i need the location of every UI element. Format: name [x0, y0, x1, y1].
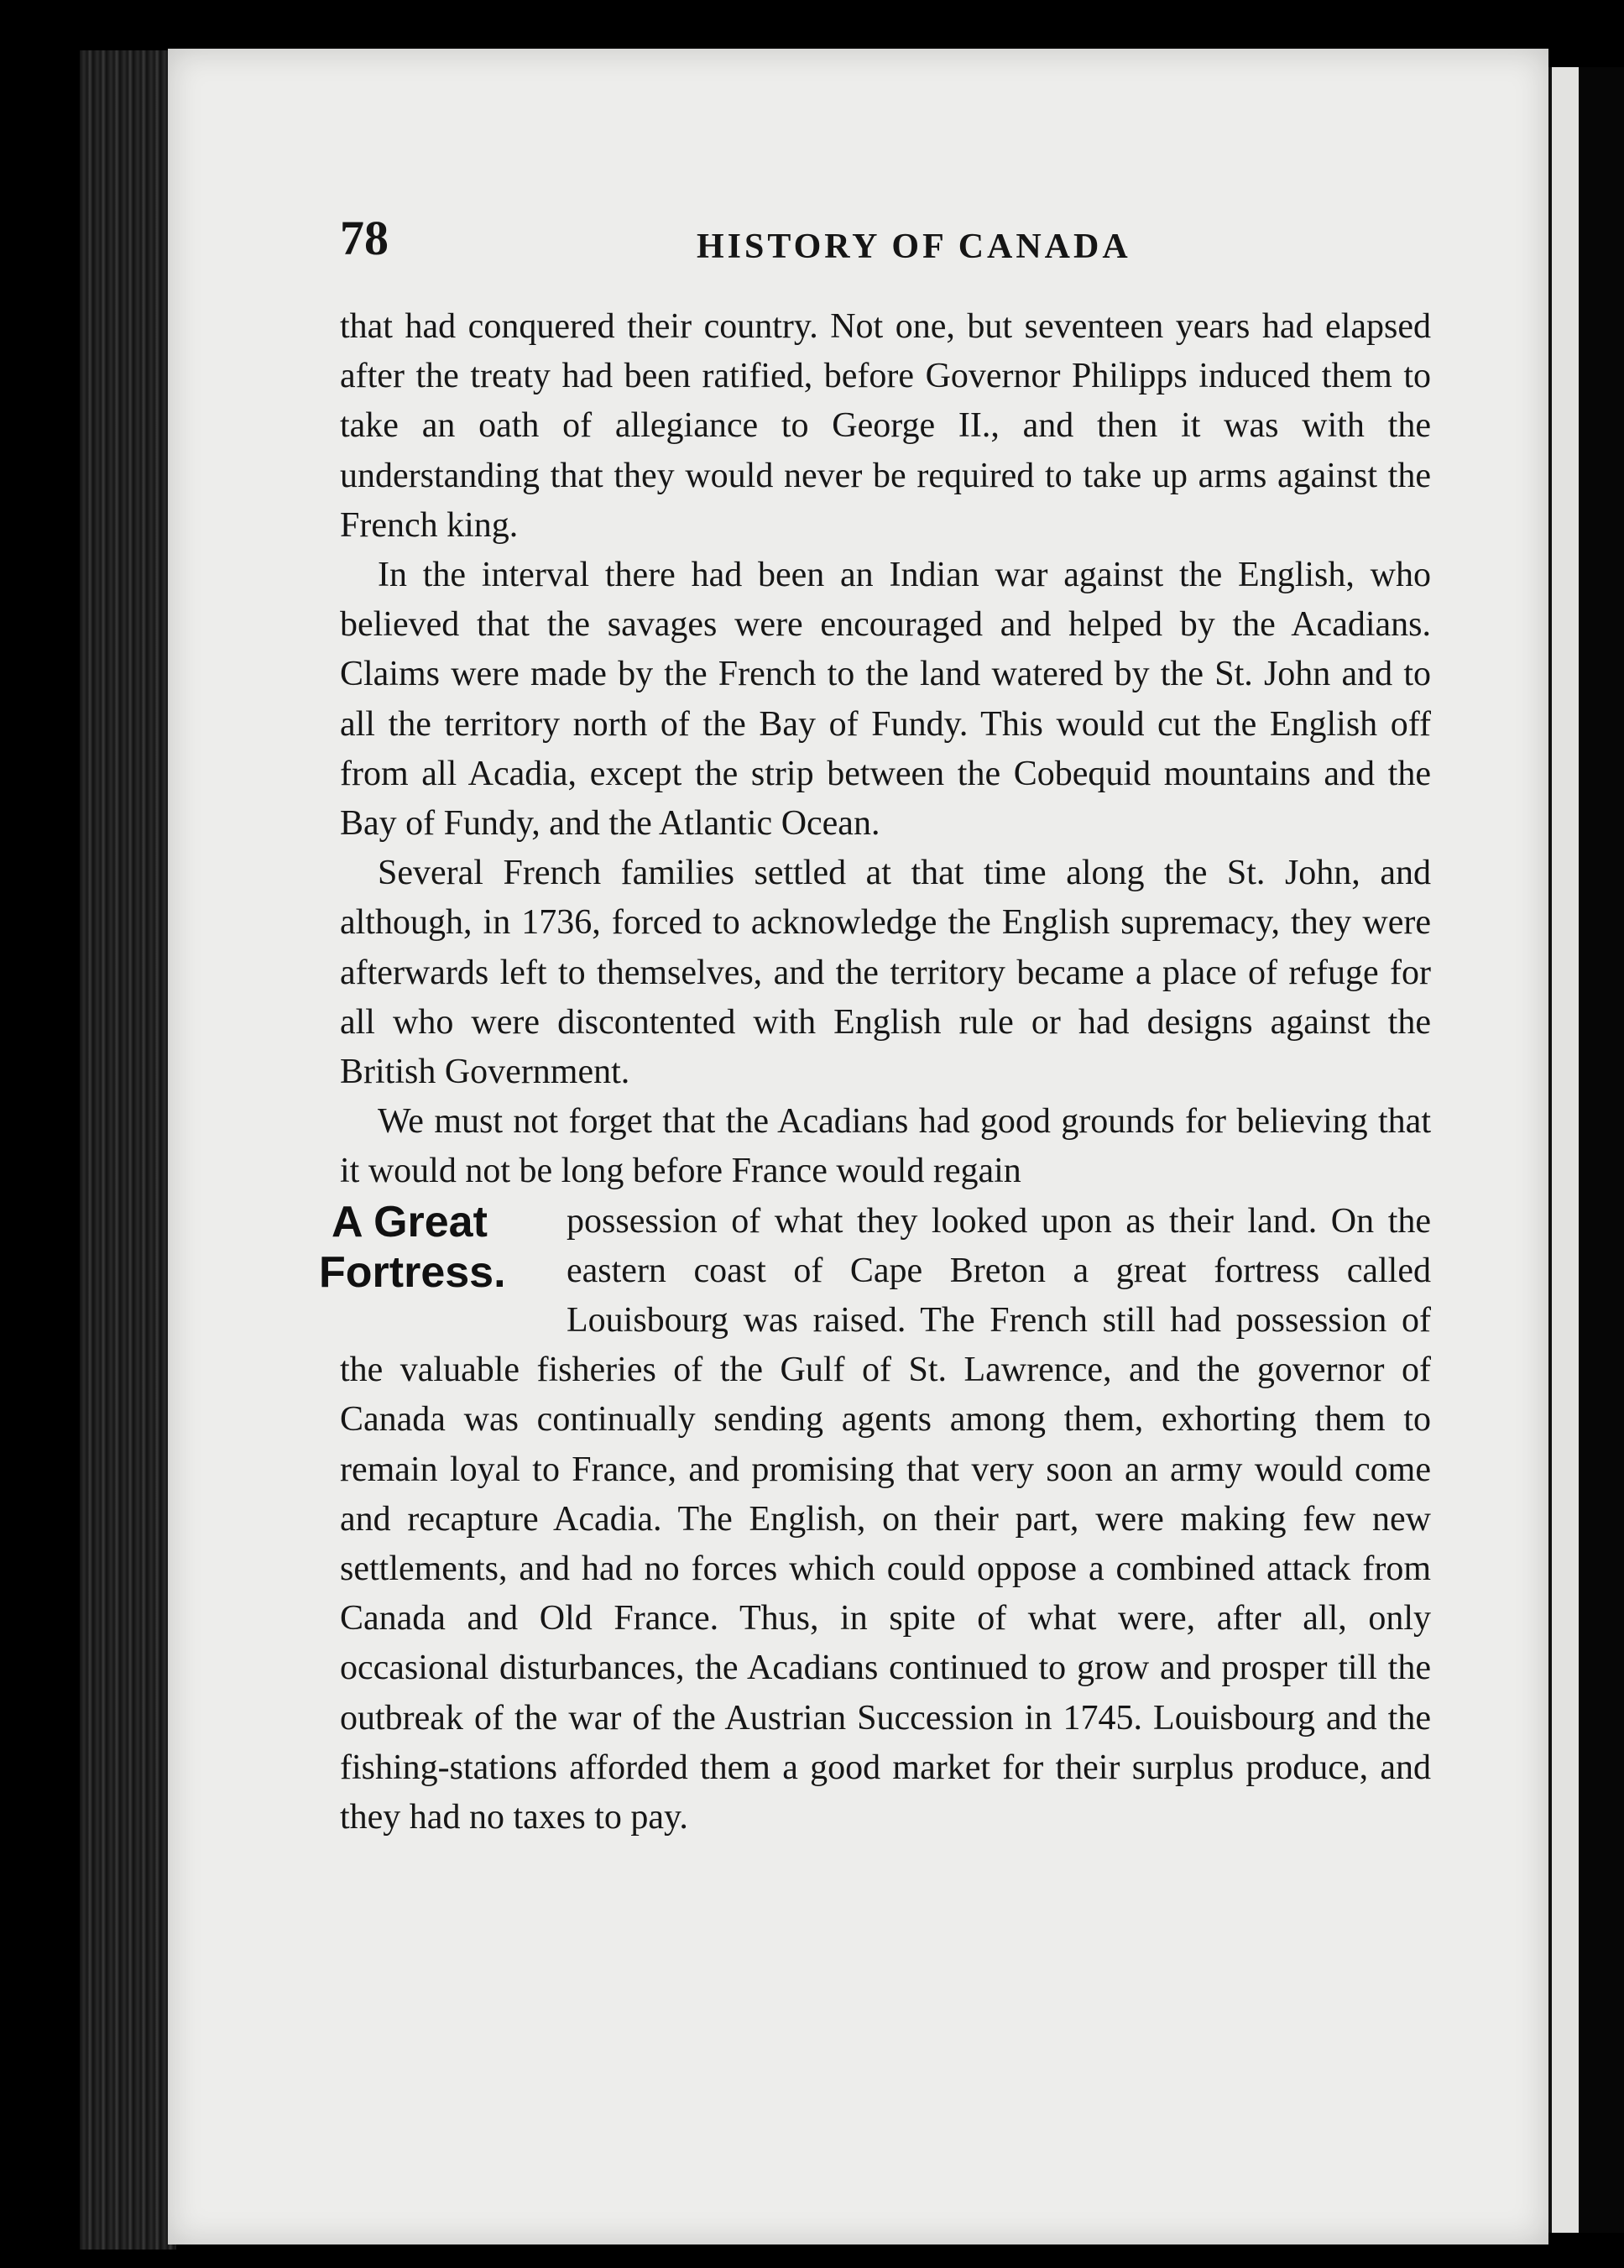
- page-number: 78: [340, 211, 389, 265]
- sidenote-line-1: A Great: [332, 1197, 488, 1246]
- running-title: HISTORY OF CANADA: [697, 227, 1131, 266]
- dark-border: [1579, 67, 1624, 2233]
- paragraph-1: that had conquered their country. Not one, but seventeen years had elapsed after the treaty had been ratified, before Governor Philipps induced them to take an oath of allegiance to George II., and then it was with the understanding that they would never be required to take up arms against the French king.: [340, 307, 1431, 545]
- sidenote-line-2: Fortress.: [319, 1247, 506, 1297]
- paragraph-4-text: possession of what they looked upon as their land. On the eastern coast of Cape Breton a great fortress called Louisbourg was raised. The French still had possession of the valuable fisheries of the Gulf of St. Lawrence, and the governor of Canada was continually sending agents among them, exhorting them to remain loyal to France, and promising that very soon an army would come and recapture Acadia. The English, on their part, were making few new settlements, and had no forces which could oppose a combined attack from Canada and Old France. Thus, in spite of what were, after all, only occasional disturbances, the Acadians continued to grow and prosper till the outbreak of the war of the Austrian Succession in 1745. Louisbourg and the fishing-stations afforded them a good market for their surplus produce, and they had no taxes to pay.: [340, 1201, 1431, 1837]
- page-header: [340, 210, 1431, 277]
- paragraph-4-continued: [319, 1197, 1431, 1843]
- book-binding: [80, 50, 176, 2250]
- paragraph-3: Several French families settled at that time along the St. John, and although, in 1736, forced to acknowledge the English supremacy, they were afterwards left to themselves, and the territory became a place of refuge for all who were discontented with English rule or had designs against the British Government.: [340, 854, 1431, 1092]
- paragraph-4-start: We must not forget that the Acadians had good grounds for believing that it would not be long before France would regain: [340, 1102, 1431, 1191]
- sidenote-heading: [319, 1197, 541, 1298]
- next-page-edge: [1548, 67, 1582, 2233]
- body-text: [319, 302, 1431, 1842]
- paragraph-2: In the interval there had been an Indian war against the English, who believed that the savages were encouraged and helped by the Acadians. Claims were made by the French to the land watered by the St. John and to all the territory north of the Bay of Fundy. This would cut the English off from all Acadia, except the strip between the Cobequid mountains and the Bay of Fundy, and the Atlantic Ocean.: [340, 556, 1431, 844]
